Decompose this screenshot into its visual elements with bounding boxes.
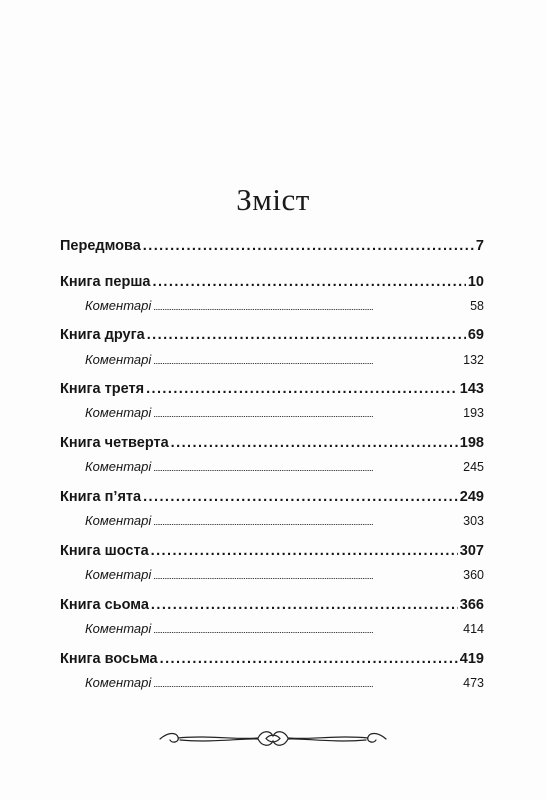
toc-entry[interactable] [60, 327, 484, 343]
toc-subentry-label: Коментарі [85, 675, 152, 690]
toc-subentry-page: 303 [463, 514, 484, 528]
toc-entry-label: Книга четверта [60, 435, 169, 451]
flourish-divider-icon [158, 726, 388, 750]
toc-entry[interactable] [60, 651, 484, 667]
toc-entry-label: Передмова [60, 238, 141, 254]
dot-leader [143, 238, 474, 254]
toc-subentry-page: 245 [463, 460, 484, 474]
toc-entry-page: 198 [459, 435, 484, 451]
dot-leader [153, 513, 461, 528]
toc-subentry[interactable] [85, 621, 484, 636]
toc-subentry-page: 414 [463, 622, 484, 636]
dot-leader [146, 381, 458, 397]
toc-subentry-label: Коментарі [85, 298, 152, 313]
toc-subentry-page: 473 [463, 676, 484, 690]
toc-entry-label: Книга шоста [60, 543, 149, 559]
toc-entry-page: 419 [459, 651, 484, 667]
toc-entry-label: Книга друга [60, 327, 145, 343]
toc-entry-label: Книга третя [60, 381, 145, 397]
dot-leader [143, 489, 458, 505]
dot-leader [160, 651, 458, 667]
dot-leader [153, 405, 461, 420]
dot-leader [153, 459, 461, 474]
toc-entry-label: Книга перша [60, 274, 151, 290]
dot-leader [152, 274, 465, 290]
toc-subentry[interactable] [85, 459, 484, 474]
toc-subentry-page: 132 [463, 353, 484, 367]
toc-entry-page: 69 [467, 327, 484, 343]
dot-leader [151, 597, 458, 613]
toc-subentry-label: Коментарі [85, 459, 152, 474]
dot-leader [153, 298, 468, 313]
toc-subentry-label: Коментарі [85, 621, 152, 636]
toc-subentry[interactable] [85, 675, 484, 690]
toc-entry[interactable] [60, 543, 484, 559]
toc-subentry[interactable] [85, 352, 484, 367]
toc-entry-label: Книга восьма [60, 651, 158, 667]
toc-entry-page: 10 [467, 274, 484, 290]
toc-subentry-page: 58 [470, 299, 484, 313]
toc-entry-page: 249 [459, 489, 484, 505]
toc-subentry[interactable] [85, 298, 484, 313]
toc-entry-label: Книга п’ята [60, 489, 142, 505]
toc-entry-page: 7 [475, 238, 484, 254]
toc-entry[interactable] [60, 435, 484, 451]
dot-leader [153, 675, 461, 690]
toc-subentry-label: Коментарі [85, 352, 152, 367]
toc-entry[interactable] [60, 597, 484, 613]
toc-entry[interactable] [60, 238, 484, 254]
dot-leader [171, 435, 458, 451]
toc-entry[interactable] [60, 381, 484, 397]
dot-leader [153, 567, 461, 582]
dot-leader [153, 352, 461, 367]
toc-entry-page: 366 [459, 597, 484, 613]
toc-subentry[interactable] [85, 405, 484, 420]
dot-leader [153, 621, 461, 636]
toc-entry-page: 143 [459, 381, 484, 397]
toc-subentry[interactable] [85, 513, 484, 528]
toc-subentry-page: 193 [463, 406, 484, 420]
toc-entry[interactable] [60, 489, 484, 505]
toc-subentry-label: Коментарі [85, 513, 152, 528]
toc-subentry-page: 360 [463, 568, 484, 582]
toc-subentry-label: Коментарі [85, 567, 152, 582]
toc-entry-page: 307 [459, 543, 484, 559]
toc-entry[interactable] [60, 274, 484, 290]
dot-leader [151, 543, 458, 559]
toc-subentry[interactable] [85, 567, 484, 582]
dot-leader [147, 327, 466, 343]
toc-subentry-label: Коментарі [85, 405, 152, 420]
page-title: Зміст [236, 182, 310, 217]
toc-entry-label: Книга сьома [60, 597, 149, 613]
